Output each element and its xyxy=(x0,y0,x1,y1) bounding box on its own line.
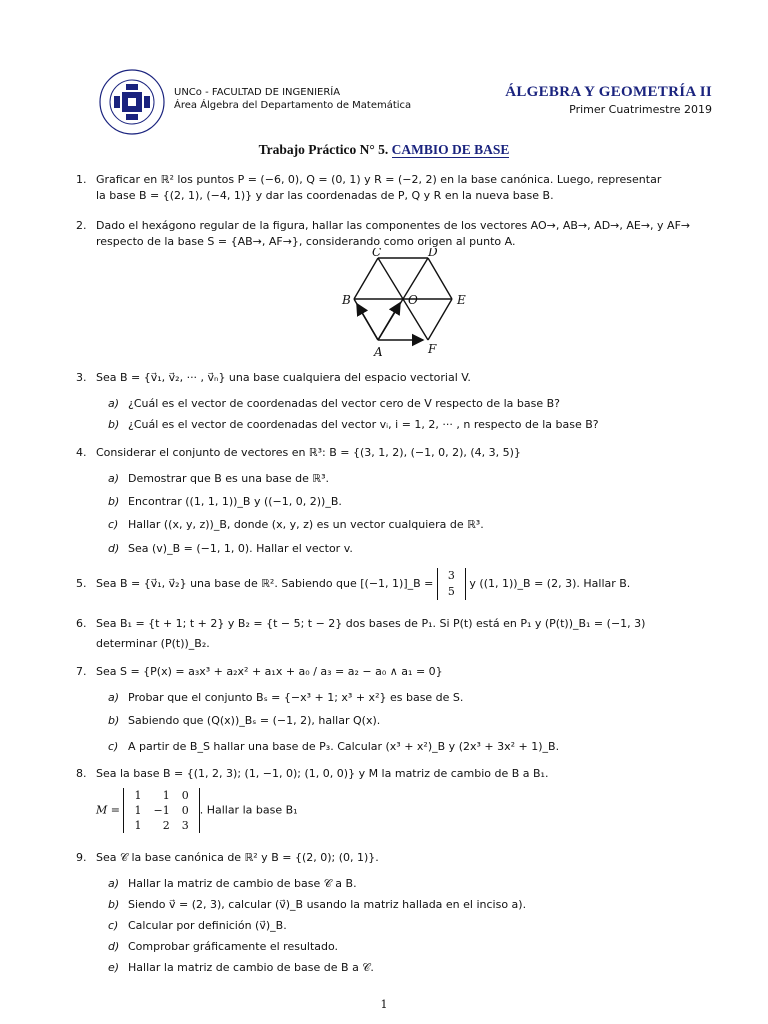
semester: Primer Cuatrimestre 2019 xyxy=(569,103,712,116)
problem-9-b xyxy=(108,897,708,913)
title-topic: CAMBIO DE BASE xyxy=(391,142,510,157)
matrix-cell: 2 xyxy=(162,819,170,832)
problem-text: Sea S = {P(x) = a₃x³ + a₂x² + a₁x + a₀ / a₃ = a₂ − a₀ ∧ a₁ = 0} xyxy=(96,665,443,678)
problem-number: 9. xyxy=(76,851,87,864)
institution-line-2: Área Álgebra del Departamento de Matemática xyxy=(174,100,412,111)
problem-text: respecto de la base S = {AB→, AF→}, considerando como origen al punto A. xyxy=(96,235,516,248)
vector-entry: 5 xyxy=(447,585,455,598)
problem-4-d xyxy=(108,541,708,557)
column-vector xyxy=(437,568,466,600)
course-title: ÁLGEBRA Y GEOMETRÍA II xyxy=(505,84,712,100)
problem-text: determinar (P(t))_B₂. xyxy=(96,637,210,650)
item-label: c) xyxy=(108,919,119,932)
problem-text: Sea la base B = {(1, 2, 3); (1, −1, 0); (1, 0, 0)} y M la matriz de cambio de B a B₁. xyxy=(96,767,549,780)
problem-9-c xyxy=(108,918,708,934)
institution-header xyxy=(174,86,411,112)
problem-9-e xyxy=(108,960,708,976)
course-header xyxy=(505,84,712,116)
problem-7-a xyxy=(108,690,708,706)
problem-4-c xyxy=(108,517,708,533)
item-text: Calcular por definición (v⃗)_B. xyxy=(128,919,287,932)
matrix-m xyxy=(123,788,199,833)
item-text: Hallar la matriz de cambio de base de B a 𝒞. xyxy=(128,961,374,974)
matrix-label: M = xyxy=(96,803,120,817)
vertex-label-c: C xyxy=(372,248,382,259)
item-label: c) xyxy=(108,740,119,753)
problem-7-c xyxy=(108,739,708,755)
item-text: Siendo v⃗ = (2, 3), calcular (v⃗)_B usando la matriz hallada en el inciso a). xyxy=(128,898,527,911)
problem-text: Considerar el conjunto de vectores en ℝ³: B = {(3, 1, 2), (−1, 0, 2), (4, 3, 5)} xyxy=(96,446,521,459)
item-label: a) xyxy=(108,397,120,410)
item-label: e) xyxy=(108,961,120,974)
problem-1 xyxy=(76,172,716,204)
item-label: b) xyxy=(108,898,120,911)
vertex-label-d: D xyxy=(428,248,438,259)
item-text: Hallar la matriz de cambio de base 𝒞 a B. xyxy=(128,877,357,890)
page-number: 1 xyxy=(380,998,388,1011)
problem-7 xyxy=(76,664,716,680)
item-text: Probar que el conjunto Bₛ = {−x³ + 1; x³ + x²} es base de S. xyxy=(128,691,464,704)
item-label: d) xyxy=(108,940,120,953)
item-text: Demostrar que B es una base de ℝ³. xyxy=(128,472,330,485)
matrix-cell: −1 xyxy=(153,804,170,817)
university-logo xyxy=(98,68,166,136)
item-label: b) xyxy=(108,418,120,431)
matrix-cell: 1 xyxy=(134,819,142,832)
problem-8 xyxy=(76,766,716,782)
problem-9 xyxy=(76,850,716,866)
problem-text: y ((1, 1))_B = (2, 3). Hallar B. xyxy=(469,577,631,590)
page-title xyxy=(0,142,768,158)
problem-9-a xyxy=(108,876,708,892)
item-text: Comprobar gráficamente el resultado. xyxy=(128,940,339,953)
item-label: c) xyxy=(108,518,119,531)
institution-line-1: UNCo - FACULTAD DE INGENIERÍA xyxy=(174,87,341,98)
matrix-m-block xyxy=(96,788,298,833)
problem-4-a xyxy=(108,471,708,487)
problem-6 xyxy=(76,616,716,652)
matrix-cell: 3 xyxy=(181,819,189,832)
item-text: Sea (v)_B = (−1, 1, 0). Hallar el vector v. xyxy=(128,542,353,555)
item-label: a) xyxy=(108,691,120,704)
matrix-cell: 1 xyxy=(162,789,170,802)
problem-number: 8. xyxy=(76,767,87,780)
matrix-cell: 0 xyxy=(181,789,189,802)
problem-4-b xyxy=(108,494,708,510)
problem-5 xyxy=(76,568,716,600)
vertex-label-o: O xyxy=(408,293,418,307)
item-label: b) xyxy=(108,714,120,727)
problem-3 xyxy=(76,370,716,386)
problem-3-a xyxy=(108,396,708,412)
problem-number: 2. xyxy=(76,219,87,232)
problem-3-b xyxy=(108,417,708,433)
problem-number: 1. xyxy=(76,173,87,186)
hexagon-figure xyxy=(330,248,480,358)
problem-number: 5. xyxy=(76,577,87,590)
item-label: a) xyxy=(108,472,120,485)
problem-text: Sea 𝒞 la base canónica de ℝ² y B = {(2, 0); (0, 1)}. xyxy=(96,851,379,864)
vertex-label-b: B xyxy=(342,293,351,307)
problem-text: Sea B = {v⃗₁, v⃗₂, ··· , v⃗ₙ} una base cualquiera del espacio vectorial V. xyxy=(96,371,471,384)
problem-text: . Hallar la base B₁ xyxy=(199,803,298,817)
problem-text: Sea B₁ = {t + 1; t + 2} y B₂ = {t − 5; t − 2} dos bases de P₁. Si P(t) está en P₁ y (P(t))_B₁ = (−1, 3) xyxy=(96,617,646,630)
item-text: A partir de B_S hallar una base de P₃. Calcular (x³ + x²)_B y (2x³ + 3x² + 1)_B. xyxy=(128,740,560,753)
problem-number: 4. xyxy=(76,446,87,459)
matrix-cell: 1 xyxy=(134,804,142,817)
vertex-label-a: A xyxy=(374,345,383,358)
problem-number: 6. xyxy=(76,617,87,630)
vector-entry: 3 xyxy=(447,569,455,582)
item-text: Hallar ((x, y, z))_B, donde (x, y, z) es un vector cualquiera de ℝ³. xyxy=(128,518,484,531)
problem-2 xyxy=(76,218,716,250)
vertex-label-f: F xyxy=(428,342,437,356)
problem-4 xyxy=(76,445,716,461)
item-label: a) xyxy=(108,877,120,890)
problem-text: la base B = {(2, 1), (−4, 1)} y dar las coordenadas de P, Q y R en la nueva base B. xyxy=(96,189,554,202)
item-text: ¿Cuál es el vector de coordenadas del vector cero de V respecto de la base B? xyxy=(128,397,561,410)
matrix-cell: 1 xyxy=(134,789,142,802)
problem-9-d xyxy=(108,939,708,955)
vertex-label-e: E xyxy=(457,293,466,307)
title-prefix: Trabajo Práctico N° 5. xyxy=(258,142,392,157)
problem-text: Sea B = {v⃗₁, v⃗₂} una base de ℝ². Sabiendo que [(−1, 1)]_B = xyxy=(96,577,434,590)
problem-text: Graficar en ℝ² los puntos P = (−6, 0), Q = (0, 1) y R = (−2, 2) en la base canónica. Luego, representar xyxy=(96,173,662,186)
item-text: Encontrar ((1, 1, 1))_B y ((−1, 0, 2))_B. xyxy=(128,495,342,508)
problem-7-b xyxy=(108,713,708,729)
matrix-cell: 0 xyxy=(181,804,189,817)
problem-text: Dado el hexágono regular de la figura, hallar las componentes de los vectores AO→, AB→, AD→, AE→, y AF→ xyxy=(96,219,691,232)
item-text: Sabiendo que (Q(x))_Bₛ = (−1, 2), hallar Q(x). xyxy=(128,714,381,727)
problem-number: 7. xyxy=(76,665,87,678)
problem-number: 3. xyxy=(76,371,87,384)
item-text: ¿Cuál es el vector de coordenadas del vector vᵢ, i = 1, 2, ··· , n respecto de la base B? xyxy=(128,418,599,431)
item-label: b) xyxy=(108,495,120,508)
item-label: d) xyxy=(108,542,120,555)
